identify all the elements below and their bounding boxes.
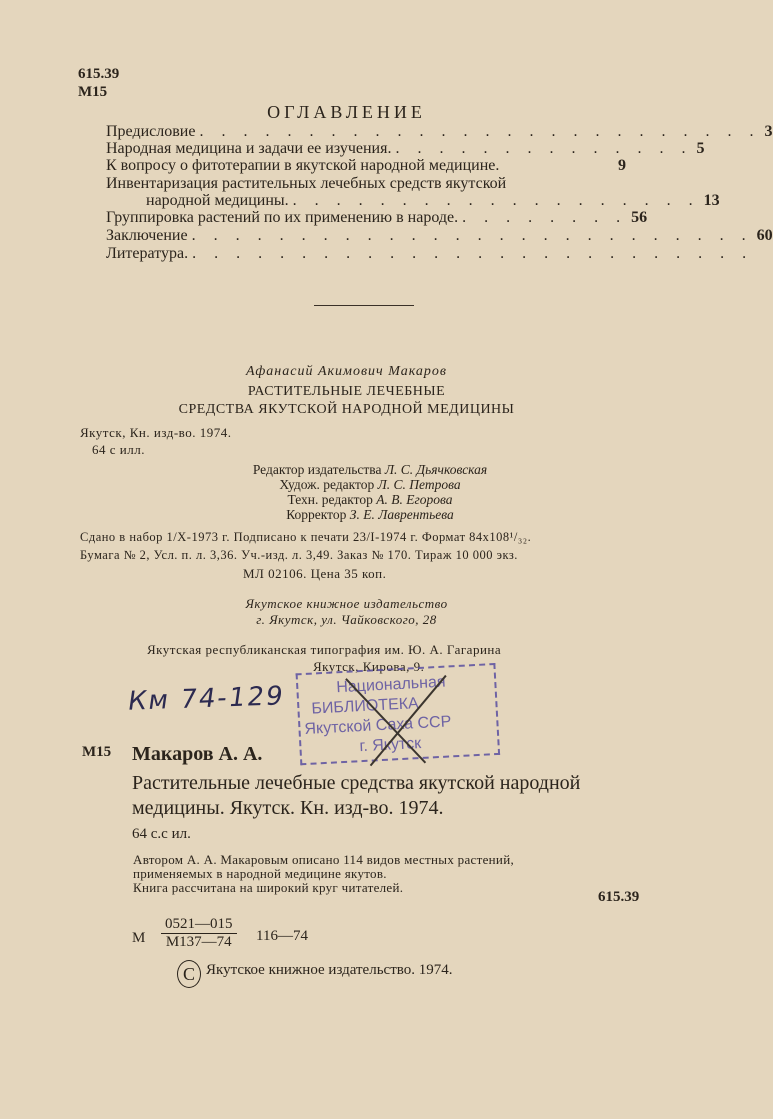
toc-item-label: Народная медицина и задачи ее изучения. xyxy=(106,140,392,157)
toc-item-page: 3 xyxy=(764,123,773,140)
toc-item-page: 5 xyxy=(696,140,705,157)
toc-item-label: Инвентаризация растительных лечебных средств якутской xyxy=(106,175,507,192)
toc-title: ОГЛАВЛЕНИЕ xyxy=(267,102,426,122)
toc-leader-dots: . . . . . . . . xyxy=(462,209,628,226)
staff-name: Л. С. Дьячковская xyxy=(384,462,488,477)
publisher-name: Якутское книжное издательство xyxy=(245,596,448,611)
print-details-line1: Сдано в набор 1/X-1973 г. Подписано к печати 23/I-1974 г. Формат 84х108¹/₃₂. xyxy=(80,530,532,544)
section-divider xyxy=(314,305,414,306)
imprint-title-line2: СРЕДСТВА ЯКУТСКОЙ НАРОДНОЙ МЕДИЦИНЫ xyxy=(178,402,515,417)
toc-item-page: 9 xyxy=(618,157,626,174)
author-code: М15 xyxy=(78,84,108,100)
toc-leader-dots: . . . . . . . . . . . . . . . . . . . . . . . . . . xyxy=(199,123,761,140)
toc-item xyxy=(106,209,648,227)
bleed-through-text xyxy=(150,270,162,320)
toc-item xyxy=(106,140,705,158)
imprint-author: Афанасий Акимович Макаров xyxy=(246,364,447,379)
card-pages: 64 с.с ил. xyxy=(132,826,191,842)
formula-numerator: 0521—015 xyxy=(161,916,237,934)
stamp-line: Национальная xyxy=(335,673,446,697)
toc-item xyxy=(106,245,754,263)
annotation-line1: Автором А. А. Макаровым описано 114 видов местных растений, xyxy=(133,852,514,867)
card-author: Макаров А. А. xyxy=(132,743,263,765)
staff-row xyxy=(120,492,620,508)
printer-name: Якутская республиканская типография им. Ю. А. Гагарина xyxy=(147,642,502,657)
formula-fraction xyxy=(161,916,237,951)
toc-leader-dots: . . . . . . . . . . . . . . . . . . . . . . . . . . xyxy=(192,245,754,262)
card-code: М15 xyxy=(82,744,112,760)
toc-leader-dots: . . . . . . . . . . . . . . . . . . . xyxy=(292,192,700,209)
stamp-line: БИБЛИОТЕКА xyxy=(311,695,420,718)
staff-name: Л. С. Петрова xyxy=(377,477,461,492)
toc-item-label: Предисловие xyxy=(106,123,196,140)
printer-address: Якутск, Кирова, 9. xyxy=(313,659,425,674)
print-details-line2: Бумага № 2, Усл. п. л. 3,36. Уч.-изд. л. 3,49. Заказ № 170. Тираж 10 000 экз. xyxy=(80,548,518,562)
print-details-line3: МЛ 02106. Цена 35 коп. xyxy=(243,566,387,581)
toc-item-page: 13 xyxy=(703,192,720,209)
handwritten-note: Км 74-129 xyxy=(125,681,287,717)
staff-role: Корректор xyxy=(286,507,347,522)
staff-role: Редактор издательства xyxy=(252,462,382,477)
toc-item-label: Группировка растений по их применению в народе. xyxy=(106,209,459,226)
toc-item xyxy=(106,227,773,245)
stamp-cross-out xyxy=(296,663,506,772)
imprint-place: Якутск, Кн. изд-во. 1974. xyxy=(80,425,232,440)
toc-item-page: 56 xyxy=(631,209,648,226)
toc-item xyxy=(146,192,720,210)
stamp-line: Якутской Саха ССР xyxy=(304,713,452,739)
toc-item xyxy=(106,123,773,141)
card-title-line1: Растительные лечебные средства якутской народной xyxy=(132,772,581,794)
library-stamp xyxy=(296,663,506,772)
card-udk: 615.39 xyxy=(598,889,640,905)
toc-leader-dots: . . . . . . . . . . . . . . . . . . . . . . . . . . xyxy=(191,227,753,244)
stamp-line: г. Якутск xyxy=(359,734,422,756)
toc-item-label: Заключение xyxy=(106,227,188,244)
publisher-address: г. Якутск, ул. Чайковского, 28 xyxy=(256,612,437,627)
formula-suffix: 116—74 xyxy=(256,928,308,944)
staff-name: З. Е. Лаврентьева xyxy=(349,507,454,522)
staff-role: Худож. редактор xyxy=(279,477,375,492)
imprint-pages: 64 с илл. xyxy=(92,442,145,457)
formula-prefix: М xyxy=(132,930,146,946)
toc-item xyxy=(106,157,626,175)
copyright-text: Якутское книжное издательство. 1974. xyxy=(206,962,453,978)
annotation-line3: Книга рассчитана на широкий круг читателей. xyxy=(133,880,404,895)
staff-row xyxy=(120,462,620,478)
imprint-title-line1: РАСТИТЕЛЬНЫЕ ЛЕЧЕБНЫЕ xyxy=(247,384,446,399)
staff-role: Техн. редактор xyxy=(287,492,373,507)
staff-row xyxy=(120,477,620,493)
copyright-icon: С xyxy=(177,960,201,988)
toc-item xyxy=(106,175,626,193)
formula-denominator: М137—74 xyxy=(165,934,232,950)
staff-row xyxy=(120,507,620,523)
toc-item-page: 60 xyxy=(756,227,773,244)
toc-item-label: Литература. xyxy=(106,245,189,262)
toc-item-label: К вопросу о фитотерапии в якутской народной медицине. xyxy=(106,157,500,174)
toc-item-label: народной медицины. xyxy=(146,192,289,209)
annotation-line2: применяемых в народной медицине якутов. xyxy=(133,866,387,881)
staff-name: А. В. Егорова xyxy=(376,492,453,507)
card-title-line2: медицины. Якутск. Кн. изд-во. 1974. xyxy=(132,797,444,819)
udk-code: 615.39 xyxy=(78,66,120,82)
toc-leader-dots: . . . . . . . . . . . . . . xyxy=(395,140,693,157)
